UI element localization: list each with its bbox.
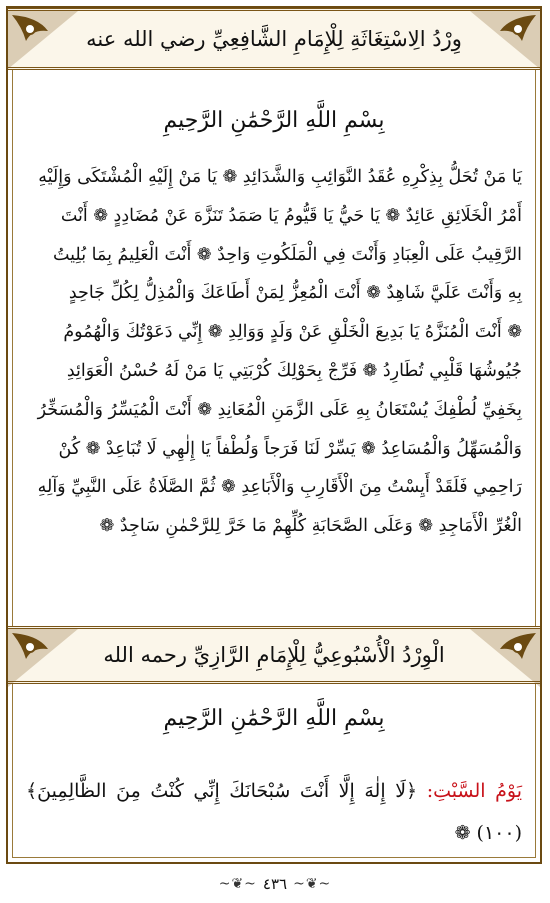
title-band-2 — [8, 626, 540, 684]
text-line: ❁ أَنْتَ الْمُنَزَّهُ يَا بَدِيعَ الْخَلْقِ عَنْ وَلَدٍ وَوَالِدِ ❁ إِنِّي دَعَوْتُكَ وَالْهُمُومُ — [63, 322, 522, 343]
day-text: ﴿لَا إِلٰهَ إِلَّا أَنْتَ سُبْحَانَكَ إِنِّي كُنْتُ مِنَ الظَّالِمِينَ﴾ (١٠٠) ❁ — [26, 780, 522, 844]
basmala-2 — [8, 706, 540, 731]
basmala-text: بِسْمِ اللَّهِ الرَّحْمَٰنِ الرَّحِيمِ — [163, 706, 385, 731]
corner-ornament-icon — [8, 629, 78, 687]
page-frame — [6, 6, 542, 864]
text-line: بِخَفِيِّ لُطْفِكَ يُسْتَعَانُ بِهِ عَلَى الزَّمَنِ الْمُعَانِدِ ❁ أَنْتَ الْمُيَسِّرُ وَالْمُسَخِّرُ — [37, 399, 522, 420]
page-footer — [0, 870, 550, 898]
text-line: يَا مَنْ تُحَلُّ بِذِكْرِهِ عُقَدُ النَّوَائِبِ وَالشَّدَائِدِ ❁ يَا مَنْ إِلَيْهِ الْمُشْتَكَى وَإِلَيْهِ — [38, 167, 522, 187]
text-line: وَالْمُسَهِّلُ وَالْمُسَاعِدُ ❁ يَسِّرْ لَنَا فَرَجاً وَلُطْفاً يَا إِلٰهِي لَا تُبَاعِدْ ❁ كُنْ — [58, 438, 522, 459]
title-band-1 — [8, 8, 540, 70]
text-line: بِهِ وَأَنْتَ عَلَيَّ شَاهِدٌ ❁ أَنْتَ الْمُعِزُّ لِمَنْ أَطَاعَكَ وَالْمُذِلُّ لِكُلِّ جَاحِدٍ — [68, 283, 522, 304]
page-number: ٤٣٦ — [262, 875, 288, 893]
footer-ornament-icon: ~❦~ — [293, 876, 332, 892]
section-title-1: وِرْدُ الِاسْتِغَاثَةِ لِلْإِمَامِ الشَّافِعِيِّ رضي الله عنه — [86, 27, 462, 51]
day-label: يَوْمُ السَّبْتِ: — [426, 780, 522, 802]
corner-ornament-icon — [8, 11, 78, 69]
text-line: الرَّقِيبُ عَلَى الْعِبَادِ وَأَنْتَ فِي الْمَلَكُوتِ وَاحِدٌ ❁ أَنْتَ الْعَلِيمُ بِمَا بُلِيتُ — [52, 244, 522, 265]
text-line: الْغُرِّ الْأَمَاجِدِ ❁ وَعَلَى الصَّحَابَةِ كُلِّهِمْ مَا خَرَّ لِلرَّحْمٰنِ سَاجِدٌ ❁ — [99, 516, 522, 537]
corner-ornament-icon — [470, 11, 540, 69]
saturday-entry — [26, 770, 522, 854]
footer-ornament-icon: ~❦~ — [218, 876, 257, 892]
text-line: رَاحِمِي فَلَقَدْ أَيِسْتُ مِنَ الْأَقَارِبِ وَالْأَبَاعِدِ ❁ ثُمَّ الصَّلَاةُ عَلَى النَّبِيِّ وَآلِهِ — [37, 477, 522, 498]
corner-ornament-icon — [470, 629, 540, 687]
text-line: جُيُوشُهَا قَلْبِي تُطَارِدُ ❁ فَرِّجْ بِحَوْلِكَ كُرْبَتِي يَا مَنْ لَهُ حُسْنُ الْعَوَائِدِ — [66, 360, 522, 381]
basmala-1 — [8, 108, 540, 133]
istighatha-body — [26, 158, 522, 546]
text-line: أَمْرُ الْخَلَائِقِ عَائِدٌ ❁ يَا حَيُّ يَا قَيُّومُ يَا صَمَدُ تَنَزَّهَ عَنْ مُضَادِدٍ ❁ أَنْتَ — [60, 205, 522, 226]
basmala-text: بِسْمِ اللَّهِ الرَّحْمَٰنِ الرَّحِيمِ — [163, 108, 385, 133]
section-title-2: الْوِرْدُ الْأُسْبُوعِيُّ لِلْإِمَامِ الرَّازِيِّ رحمه الله — [103, 643, 445, 667]
